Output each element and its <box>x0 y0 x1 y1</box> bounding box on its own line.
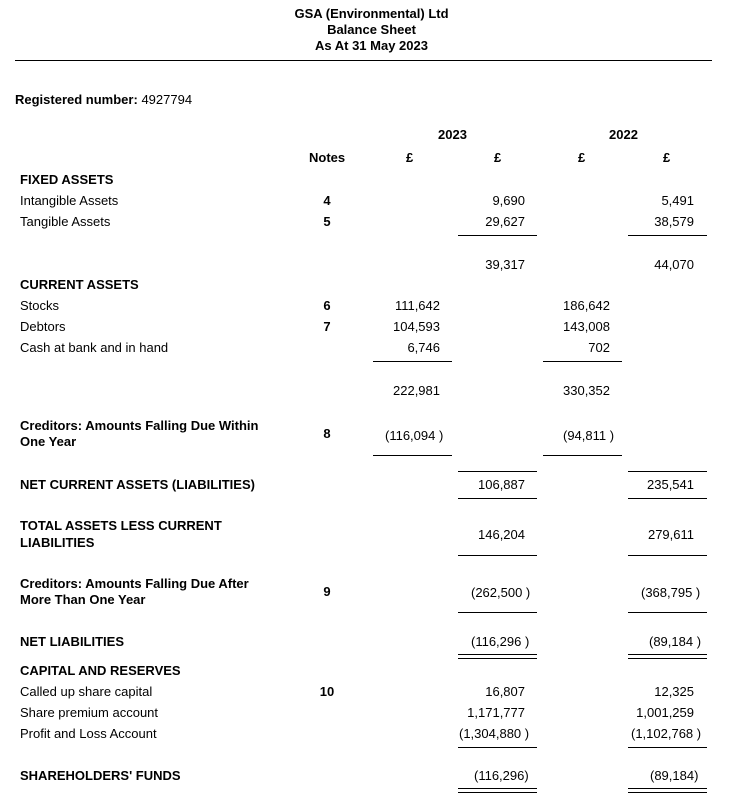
total-assets-less-rule-2023 <box>458 555 537 556</box>
capital-rule-2022 <box>628 747 707 748</box>
creditors-within-rule-2022 <box>543 455 622 456</box>
share-premium-2022: 1,001,259 <box>636 705 694 720</box>
pnl-2022: (1,102,768 ) <box>631 726 702 741</box>
net-liabilities-2023: (116,296 ) <box>471 634 530 649</box>
currency-2022-total: £ <box>663 150 671 165</box>
shareholders-funds-2022: (89,184) <box>650 768 699 783</box>
total-assets-less-2022: 279,611 <box>647 527 694 542</box>
creditors-after-2022: (368,795 ) <box>641 585 701 600</box>
currency-2023-inner: £ <box>406 150 414 165</box>
pnl-2023: (1,304,880 ) <box>459 726 530 741</box>
creditors-within-2023: (116,094 ) <box>385 428 444 443</box>
intangible-2023: 9,690 <box>492 193 525 208</box>
cash-2023: 6,746 <box>407 340 440 355</box>
cash-2022: 702 <box>588 340 610 355</box>
debtors-2022: 143,008 <box>563 319 610 334</box>
fixed-assets-heading: FIXED ASSETS <box>20 172 114 187</box>
header-divider <box>15 60 712 61</box>
intangible-2022: 5,491 <box>661 193 694 208</box>
net-liabilities-2022: (89,184 ) <box>649 634 702 649</box>
capital-rule-2023 <box>458 747 537 748</box>
share-capital-note: 10 <box>319 684 335 699</box>
net-current-assets-2023: 106,887 <box>478 477 525 492</box>
debtors-note: 7 <box>323 319 331 334</box>
registered-number-label: Registered number: <box>15 92 138 107</box>
notes-heading: Notes <box>309 150 346 165</box>
shareholders-funds-double-rule-2022 <box>628 788 707 793</box>
share-premium-label: Share premium account <box>20 705 159 720</box>
debtors-2023: 104,593 <box>393 319 440 334</box>
current-assets-total-2023: 222,981 <box>393 383 440 398</box>
creditors-after-label-1: Creditors: Amounts Falling Due After <box>20 576 249 591</box>
net-current-rule-top-2022 <box>628 471 707 472</box>
creditors-within-label-1: Creditors: Amounts Falling Due Within <box>20 418 259 433</box>
creditors-after-rule-2023 <box>458 612 537 613</box>
net-liabilities-double-rule-2022 <box>628 654 707 659</box>
share-capital-label: Called up share capital <box>20 684 153 699</box>
fixed-assets-rule-2022 <box>628 235 707 236</box>
currency-2023-total: £ <box>494 150 502 165</box>
tangible-2023: 29,627 <box>485 214 525 229</box>
stocks-note: 6 <box>323 298 331 313</box>
net-current-rule-top-2023 <box>458 471 537 472</box>
cash-label: Cash at bank and in hand <box>20 340 169 355</box>
registered-number-value: 4927794 <box>141 92 193 107</box>
registered-number <box>15 92 192 107</box>
company-name: GSA (Environmental) Ltd <box>294 6 449 21</box>
net-current-assets-2022: 235,541 <box>647 477 694 492</box>
fixed-assets-total-2022: 44,070 <box>654 257 694 272</box>
stocks-2022: 186,642 <box>563 298 610 313</box>
date-line: As At 31 May 2023 <box>315 38 428 53</box>
year-2022-heading: 2022 <box>609 127 638 142</box>
current-assets-rule-2022 <box>543 361 622 362</box>
total-assets-less-label-1: TOTAL ASSETS LESS CURRENT <box>20 518 222 533</box>
share-capital-2023: 16,807 <box>485 684 525 699</box>
net-liabilities-label: NET LIABILITIES <box>20 634 124 649</box>
total-assets-less-2023: 146,204 <box>478 527 525 542</box>
current-assets-rule-2023 <box>373 361 452 362</box>
tangible-2022: 38,579 <box>654 214 694 229</box>
share-premium-2023: 1,171,777 <box>467 705 525 720</box>
document-title: Balance Sheet <box>327 22 416 37</box>
creditors-within-note: 8 <box>323 426 331 441</box>
total-assets-less-label-2: LIABILITIES <box>20 535 95 550</box>
net-liabilities-double-rule-2023 <box>458 654 537 659</box>
share-capital-2022: 12,325 <box>654 684 694 699</box>
year-2023-heading: 2023 <box>438 127 467 142</box>
current-assets-heading: CURRENT ASSETS <box>20 277 139 292</box>
debtors-label: Debtors <box>20 319 66 334</box>
creditors-within-rule-2023 <box>373 455 452 456</box>
total-assets-less-rule-2022 <box>628 555 707 556</box>
tangible-note: 5 <box>323 214 331 229</box>
creditors-after-rule-2022 <box>628 612 707 613</box>
fixed-assets-rule-2023 <box>458 235 537 236</box>
current-assets-total-2022: 330,352 <box>563 383 610 398</box>
currency-2022-inner: £ <box>578 150 586 165</box>
fixed-assets-total-2023: 39,317 <box>485 257 525 272</box>
creditors-within-2022: (94,811 ) <box>563 428 615 443</box>
creditors-after-label-2: More Than One Year <box>20 592 146 607</box>
intangible-label: Intangible Assets <box>20 193 119 208</box>
creditors-after-2023: (262,500 ) <box>471 585 531 600</box>
capital-reserves-heading: CAPITAL AND RESERVES <box>20 663 181 678</box>
intangible-note: 4 <box>323 193 331 208</box>
net-current-rule-2022 <box>628 498 707 499</box>
tangible-label: Tangible Assets <box>20 214 111 229</box>
shareholders-funds-2023: (116,296) <box>474 768 529 783</box>
net-current-rule-2023 <box>458 498 537 499</box>
shareholders-funds-double-rule-2023 <box>458 788 537 793</box>
creditors-after-note: 9 <box>323 584 331 599</box>
net-current-assets-label: NET CURRENT ASSETS (LIABILITIES) <box>20 477 255 492</box>
shareholders-funds-label: SHAREHOLDERS' FUNDS <box>20 768 181 783</box>
stocks-label: Stocks <box>20 298 60 313</box>
pnl-label: Profit and Loss Account <box>20 726 157 741</box>
stocks-2023: 111,642 <box>394 298 440 313</box>
creditors-within-label-2: One Year <box>20 434 77 449</box>
